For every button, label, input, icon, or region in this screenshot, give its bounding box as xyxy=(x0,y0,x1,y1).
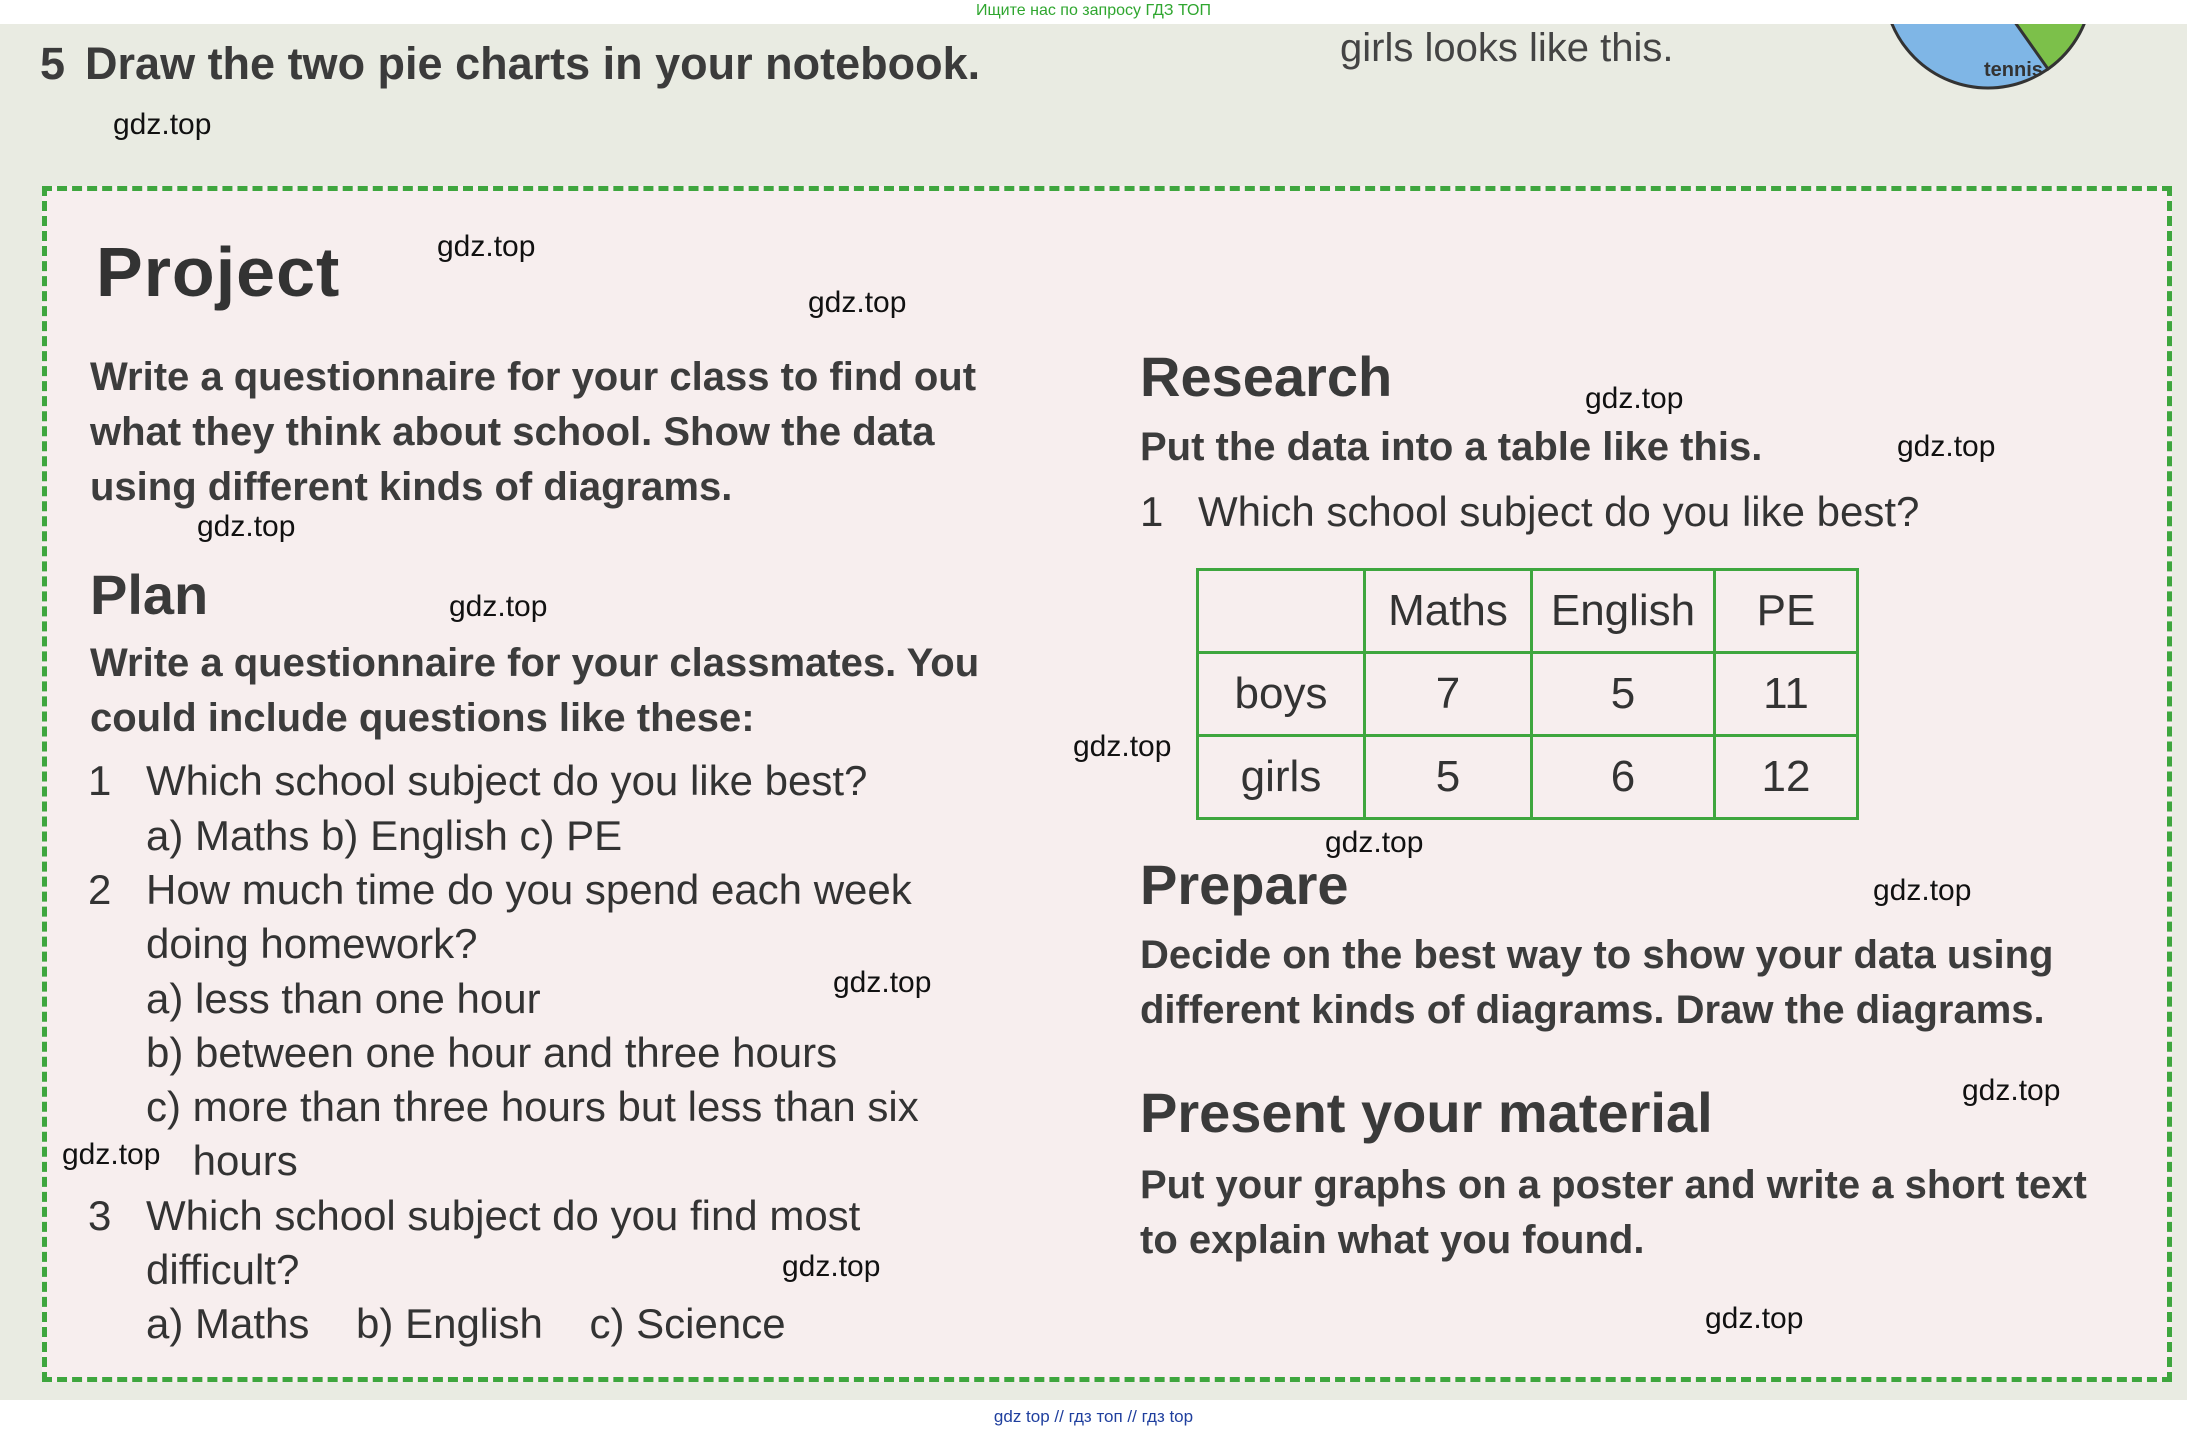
question-option: a) less than one hour xyxy=(146,975,541,1022)
project-intro xyxy=(90,350,976,515)
watermark: gdz.top xyxy=(113,108,212,141)
prepare-text-line: different kinds of diagrams. Draw the diagrams. xyxy=(1140,988,2045,1032)
top-banner[interactable]: Ищите нас по запросу ГДЗ ТОП xyxy=(976,2,1211,19)
exercise-text: Draw the two pie charts in your notebook. xyxy=(85,38,981,89)
watermark: gdz.top xyxy=(62,1138,161,1171)
project-title: Project xyxy=(96,233,341,311)
table-header-cell xyxy=(1198,570,1365,653)
prepare-heading: Prepare xyxy=(1140,853,1349,916)
question-number: 3 xyxy=(88,1192,112,1239)
research-instruction: Put the data into a table like this. xyxy=(1140,425,1763,469)
question-number: 1 xyxy=(1140,488,1164,535)
prepare-text xyxy=(1140,928,2053,1038)
watermark: gdz.top xyxy=(197,510,296,543)
question-text: Which school subject do you find most xyxy=(146,1192,861,1239)
question-text: Which school subject do you like best? xyxy=(1198,488,1920,535)
table-cell: girls xyxy=(1198,736,1365,819)
table-cell: 12 xyxy=(1715,736,1858,819)
subjects-table xyxy=(1196,568,1859,820)
watermark: gdz.top xyxy=(1897,430,1996,463)
pie-chart-svg xyxy=(1888,24,2098,124)
watermark: gdz.top xyxy=(1873,874,1972,907)
pie-label-tennis: tennis xyxy=(1984,59,2043,81)
question-text: How much time do you spend each week xyxy=(146,866,912,913)
bottom-banner[interactable]: gdz top // гдз топ // гдз top xyxy=(993,1407,1194,1426)
watermark: gdz.top xyxy=(782,1250,881,1283)
table-header-row xyxy=(1198,570,1858,653)
plan-question-1 xyxy=(88,757,867,805)
prepare-text-line: Decide on the best way to show your data using xyxy=(1140,933,2054,977)
table-row xyxy=(1198,736,1858,819)
question-option: hours xyxy=(146,1137,298,1184)
exercise-heading xyxy=(40,38,980,90)
plan-intro-line: could include questions like these: xyxy=(90,696,755,740)
plan-question-3 xyxy=(88,1192,860,1240)
watermark: gdz.top xyxy=(449,590,548,623)
plan-intro-line: Write a questionnaire for your classmates. You xyxy=(90,641,980,685)
table-header-cell: PE xyxy=(1715,570,1858,653)
table-cell: boys xyxy=(1198,653,1365,736)
watermark: gdz.top xyxy=(1073,730,1172,763)
question-number: 1 xyxy=(88,757,112,804)
exercise-number: 5 xyxy=(40,38,66,89)
present-text-line: to explain what you found. xyxy=(1140,1218,1645,1262)
present-text xyxy=(1140,1158,2087,1268)
project-intro-line: what they think about school. Show the data xyxy=(90,410,935,454)
watermark: gdz.top xyxy=(1585,382,1684,415)
question-text-cont: doing homework? xyxy=(146,920,478,967)
question-text-cont: difficult? xyxy=(146,1246,300,1293)
table-cell: 11 xyxy=(1715,653,1858,736)
girls-caption: girls looks like this. xyxy=(1340,26,1674,70)
question-number: 2 xyxy=(88,866,112,913)
watermark: gdz.top xyxy=(1325,826,1424,859)
table-cell: 7 xyxy=(1365,653,1532,736)
question-option: c) more than three hours but less than six xyxy=(146,1083,919,1130)
question-options: a) Maths b) English c) Science xyxy=(146,1300,786,1347)
question-options: a) Maths b) English c) PE xyxy=(146,812,623,859)
table-cell: 6 xyxy=(1532,736,1715,819)
research-question xyxy=(1140,488,1919,536)
plan-heading: Plan xyxy=(90,563,209,626)
project-intro-line: using different kinds of diagrams. xyxy=(90,465,733,509)
pie-chart-fragment xyxy=(1888,24,2098,124)
table-row xyxy=(1198,653,1858,736)
table-cell: 5 xyxy=(1365,736,1532,819)
watermark: gdz.top xyxy=(1705,1302,1804,1335)
watermark: gdz.top xyxy=(808,286,907,319)
watermark: gdz.top xyxy=(437,230,536,263)
present-text-line: Put your graphs on a poster and write a short text xyxy=(1140,1163,2087,1207)
table-header-cell: Maths xyxy=(1365,570,1532,653)
project-intro-line: Write a questionnaire for your class to find out xyxy=(90,355,977,399)
watermark: gdz.top xyxy=(833,966,932,999)
plan-intro xyxy=(90,636,979,746)
present-heading: Present your material xyxy=(1140,1081,1713,1144)
research-heading: Research xyxy=(1140,345,1393,408)
table-header-cell: English xyxy=(1532,570,1715,653)
watermark: gdz.top xyxy=(1962,1074,2061,1107)
plan-question-2 xyxy=(88,866,912,914)
question-text: Which school subject do you like best? xyxy=(146,757,868,804)
table-cell: 5 xyxy=(1532,653,1715,736)
question-option: b) between one hour and three hours xyxy=(146,1029,838,1076)
